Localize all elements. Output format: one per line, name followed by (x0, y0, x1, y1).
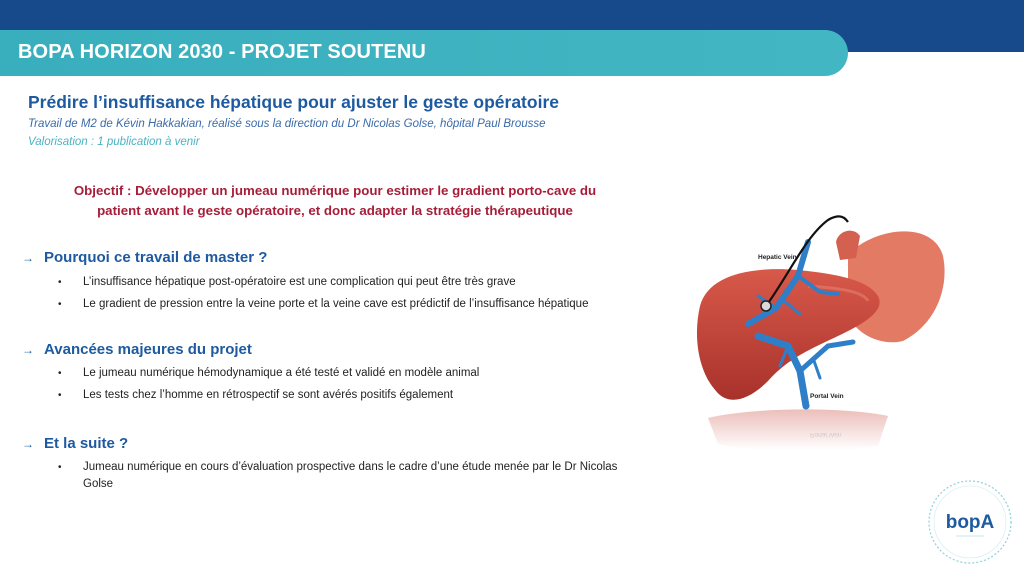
bullet-text: Les tests chez l’homme en rétrospectif se sont avérés positifs également (83, 389, 454, 401)
authors-line: Travail de M2 de Kévin Hakkakian, réalisé sous la direction du Dr Nicolas Golse, hôpital Paul Brousse (28, 118, 546, 130)
liver-reflection (708, 409, 888, 450)
list-item (58, 387, 638, 404)
list-item (58, 274, 638, 291)
logo-svg (926, 478, 1014, 566)
bullet-icon: • (58, 462, 62, 473)
section-title-why (22, 249, 267, 266)
list-item (58, 459, 643, 493)
reflection-label: Portal Vein (810, 431, 842, 438)
arrow-icon: → (22, 437, 34, 451)
bullet-text: Jumeau numérique en cours d’évaluation prospective dans le cadre d’une étude menée par le Dr Nicolas Golse (83, 461, 618, 490)
section-title-text: Et la suite ? (44, 435, 129, 452)
bullet-text: Le gradient de pression entre la veine porte et la veine cave est prédictif de l’insuffisance hépatique (83, 298, 589, 310)
liver-svg (688, 196, 956, 458)
bullet-icon: • (58, 299, 62, 310)
bullet-icon: • (58, 277, 62, 288)
bullet-icon: • (58, 368, 62, 379)
section-title-advances (22, 341, 252, 358)
bullet-text: L’insuffisance hépatique post-opératoire est une complication qui peut être très grave (83, 276, 516, 288)
section-title-text: Pourquoi ce travail de master ? (44, 249, 268, 266)
bullet-text: Le jumeau numérique hémodynamique a été testé et validé en modèle animal (83, 367, 480, 379)
hepatic-vein-label: Hepatic Vein (758, 254, 797, 261)
catheter-tip (761, 301, 771, 311)
objective-line-2: patient avant le geste opératoire, et donc adapter la stratégie thérapeutique (97, 203, 573, 218)
list-item (58, 365, 638, 382)
arrow-icon: → (22, 251, 34, 265)
list-item (58, 296, 638, 313)
logo-wordmark: bopA (945, 512, 995, 533)
portal-vein-label: Portal Vein (810, 393, 844, 400)
esophagus-shape (836, 231, 860, 260)
bopa-logo (926, 478, 1014, 566)
liver-illustration (688, 196, 956, 458)
objective-line-1: Objectif : Développer un jumeau numérique pour estimer le gradient porto-cave du (73, 183, 597, 198)
section-heading: Prédire l’insuffisance hépatique pour ajuster le geste opératoire (28, 92, 559, 112)
bullet-icon: • (58, 390, 62, 401)
section-title-text: Avancées majeures du projet (44, 341, 252, 358)
section-title-next (22, 435, 128, 452)
valorisation-line: Valorisation : 1 publication à venir (28, 136, 200, 148)
slide-title: BOPA HORIZON 2030 - PROJET SOUTENU (18, 41, 426, 63)
objective-statement (40, 181, 630, 221)
arrow-icon: → (22, 343, 34, 357)
